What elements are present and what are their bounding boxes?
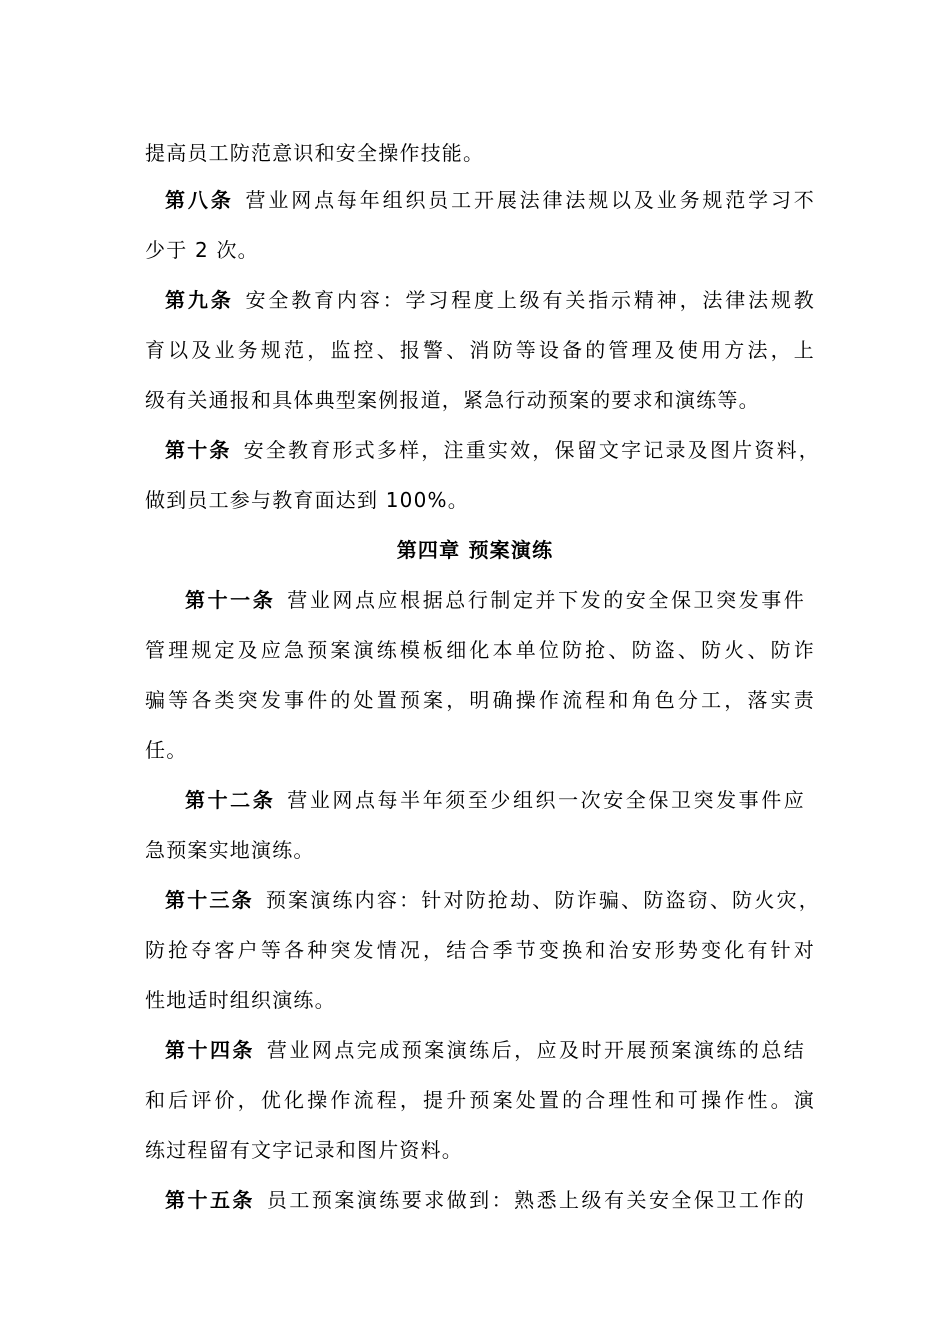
article-11-line-4: 任。 [145,738,188,762]
article-14-line-3: 练过程留有文字记录和图片资料。 [145,1138,463,1162]
article-15-line-1: 第十五条 员工预案演练要求做到：熟悉上级有关安全保卫工作的 [165,1188,805,1212]
article-9-label: 第九条 [165,288,234,312]
article-8-line-2: 少于 2 次。 [145,238,259,262]
article-13-line-1: 第十三条 预案演练内容：针对防抢劫、防诈骗、防盗窃、防火灾， [165,888,820,912]
chapter-heading: 第四章 预案演练 [396,538,554,562]
article-9-line-2: 育以及业务规范，监控、报警、消防等设备的管理及使用方法，上 [145,338,815,362]
article-11-line-1: 第十一条 营业网点应根据总行制定并下发的安全保卫突发事件 [185,588,805,612]
article-13-line-2: 防抢夺客户等各种突发情况，结合季节变换和治安形势变化有针对 [145,938,815,962]
article-9-line-3: 级有关通报和具体典型案例报道，紧急行动预案的要求和演练等。 [145,388,760,412]
article-8-label: 第八条 [165,188,234,212]
article-14-line-1: 第十四条 营业网点完成预案演练后，应及时开展预案演练的总结 [165,1038,805,1062]
article-10-line-2: 做到员工参与教育面达到 100%。 [145,488,469,512]
article-14-line-2: 和后评价，优化操作流程，提升预案处置的合理性和可操作性。演 [145,1088,815,1112]
article-10-label: 第十条 [165,438,232,462]
article-8-line-1: 第八条 营业网点每年组织员工开展法律法规以及业务规范学习不 [165,188,816,212]
article-11-line-3: 骗等各类突发事件的处置预案，明确操作流程和角色分工，落实责 [145,688,815,712]
article-12-label: 第十二条 [185,788,276,812]
article-13-line-3: 性地适时组织演练。 [145,988,336,1012]
article-10-line-1: 第十条 安全教育形式多样，注重实效，保留文字记录及图片资料， [165,438,820,462]
article-13-label: 第十三条 [165,888,254,912]
article-15-label: 第十五条 [165,1188,255,1212]
article-11-label: 第十一条 [185,588,276,612]
article-12-line-1: 第十二条 营业网点每半年须至少组织一次安全保卫突发事件应 [185,788,805,812]
article-11-line-2: 管理规定及应急预案演练模板细化本单位防抢、防盗、防火、防诈 [145,638,815,662]
article-14-label: 第十四条 [165,1038,255,1062]
article-12-line-2: 急预案实地演练。 [145,838,315,862]
article-9-line-1: 第九条 安全教育内容：学习程度上级有关指示精神，法律法规教 [165,288,816,312]
intro-line: 提高员工防范意识和安全操作技能。 [145,141,485,165]
